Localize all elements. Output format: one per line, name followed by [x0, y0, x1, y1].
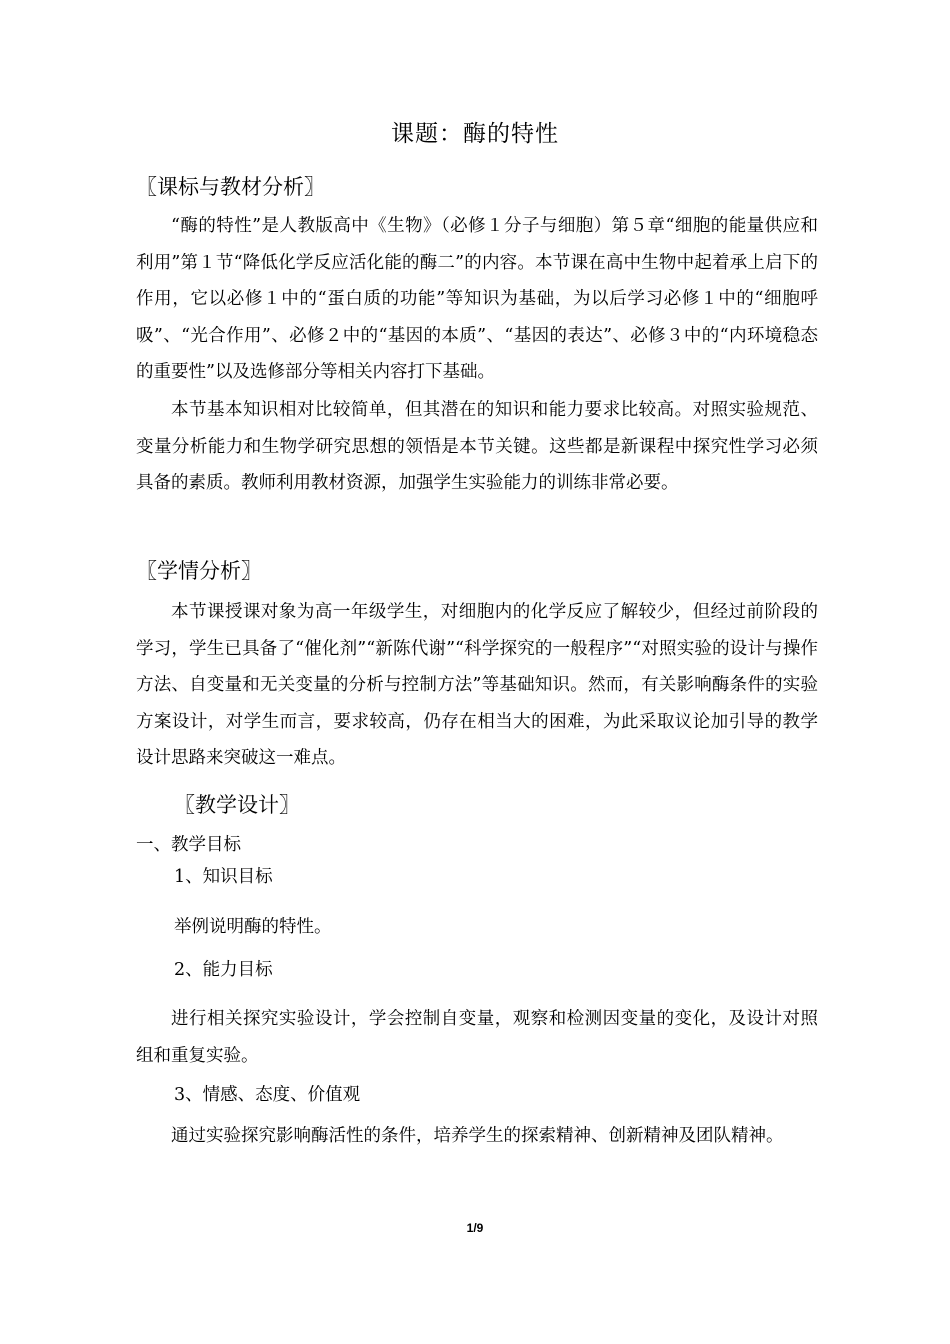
paragraph-curriculum-1: “酶的特性”是人教版高中《生物》（必修１分子与细胞）第５章“细胞的能量供应和利用”第１节“降低化学反应活化能的酶二”的内容。本节课在高中生物中起着承上启下的作用，它以必修１中的“蛋白质的功能”等知识为基础，为以后学习必修１中的“细胞呼吸”、“光合作用”、必修２中的“基因的本质”、“基因的表达”、必修３中的“内环境稳态的重要性”以及选修部分等相关内容打下基础。 — [136, 216, 818, 383]
paragraph-ability-objective: 进行相关探究实验设计，学会控制自变量，观察和检测因变量的变化，及设计对照组和重复实验。 — [136, 1009, 818, 1066]
paragraph-curriculum-2: 本节基本知识相对比较简单，但其潜在的知识和能力要求比较高。对照实验规范、变量分析能力和生物学研究思想的领悟是本节关键。这些都是新课程中探究性学习必须具备的素质。教师利用教材资源，加强学生实验能力的训练非常必要。 — [136, 400, 818, 494]
subheading-attitude-objective: 3、情感、态度、价值观 — [174, 1085, 361, 1105]
text-knowledge-objective: 举例说明酶的特性。 — [174, 917, 332, 937]
section-heading-student-analysis: 〖学情分析〗 — [136, 559, 262, 583]
section-heading-teaching-design: 〖教学设计〗 — [174, 793, 300, 817]
subheading-ability-objective: 2、能力目标 — [174, 960, 273, 980]
page-number: 1/9 — [466, 1221, 484, 1235]
section-heading-curriculum-analysis: 〖课标与教材分析〗 — [136, 175, 325, 199]
subheading-knowledge-objective: 1、知识目标 — [174, 867, 273, 887]
paragraph-attitude-objective: 通过实验探究影响酶活性的条件，培养学生的探索精神、创新精神及团队精神。 — [171, 1126, 784, 1146]
paragraph-student-analysis: 本节课授课对象为高一年级学生，对细胞内的化学反应了解较少，但经过前阶段的学习，学生已具备了“催化剂”“新陈代谢”“科学探究的一般程序”“对照实验的设计与操作方法、自变量和无关变量的分析与控制方法”等基础知识。然而，有关影响酶条件的实验方案设计，对学生而言，要求较高，仍存在相当大的困难，为此采取议论加引导的教学设计思路来突破这一难点。 — [136, 602, 818, 769]
item-teaching-objectives: 一、教学目标 — [136, 835, 241, 855]
page-title: 课题：酶的特性 — [391, 121, 559, 147]
